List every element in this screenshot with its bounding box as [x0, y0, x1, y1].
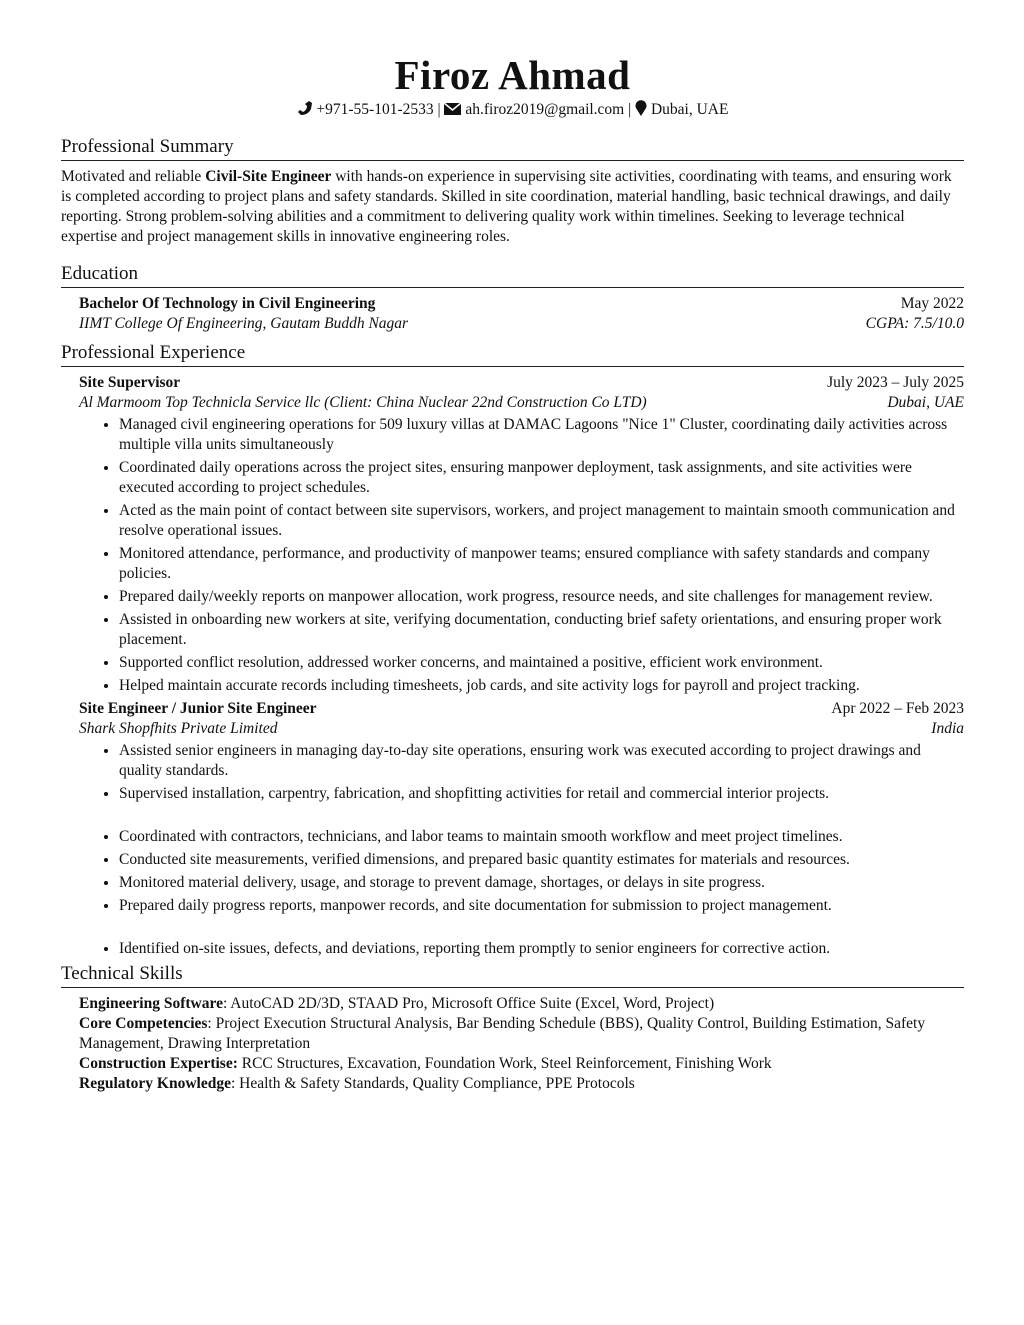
job-company: Shark Shopfhits Private Limited [79, 720, 278, 737]
skills-list [61, 994, 964, 1094]
skill-item [79, 1054, 964, 1074]
job-dates: July 2023 – July 2025 [827, 374, 964, 391]
job-bullet: • Assisted senior engineers in managing day-to-day site operations, ensuring work was executed according to project drawings and quality standards. [119, 741, 964, 781]
map-pin-icon [635, 100, 647, 116]
location: Dubai, UAE [650, 101, 729, 118]
skill-label: Engineering Software [79, 995, 223, 1012]
resume-page [61, 52, 964, 1094]
job-location: India [931, 720, 964, 737]
job-bullet: • Managed civil engineering operations for 509 luxury villas at DAMAC Lagoons "Nice 1" Cluster, coordinating daily activities across multiple villa units simultaneously [119, 415, 964, 455]
job-bullet: • Prepared daily/weekly reports on manpower allocation, work progress, resource needs, and site challenges for management review. [119, 587, 964, 607]
summary-text: Motivated and reliable Civil-Site Engineer with hands-on experience in supervising site activities, coordinating with teams, and ensuring work is completed according to project plans and safety standards. Skilled in site coordination, material handling, basic technical drawings, and daily reporting. Strong problem-solving abilities and a commitment to delivering quality work within timelines. Seeking to leverage technical expertise and project management skills in innovative engineering roles. [61, 168, 952, 245]
job-bullet: • Assisted in onboarding new workers at site, verifying documentation, conducting brief safety orientations, and ensuring proper work placement. [119, 610, 964, 650]
graduation-date: May 2022 [900, 295, 964, 312]
skill-label: Core Competencies [79, 1015, 208, 1032]
phone-icon [297, 100, 313, 116]
grade: CGPA: 7.5/10.0 [865, 315, 964, 332]
job-bullet: • Coordinated with contractors, technicians, and labor teams to maintain smooth workflow and meet project timelines. [119, 827, 964, 847]
job-bullet: • Supervised installation, carpentry, fabrication, and shopfitting activities for retail and commercial interior projects. [119, 784, 964, 804]
section-heading-experience: Professional Experience [61, 342, 964, 367]
skill-value: : Health & Safety Standards, Quality Compliance, PPE Protocols [230, 1075, 635, 1092]
job-location: Dubai, UAE [887, 394, 964, 411]
email[interactable]: ah.firoz2019@gmail.com [465, 101, 625, 118]
skill-value: : AutoCAD 2D/3D, STAAD Pro, Microsoft Office Suite (Excel, Word, Project) [222, 995, 715, 1012]
section-heading-skills: Technical Skills [61, 963, 964, 988]
job-dates: Apr 2022 – Feb 2023 [831, 700, 964, 717]
section-heading-education: Education [61, 263, 964, 288]
skill-item [79, 1014, 964, 1054]
skill-label: Construction Expertise: [79, 1055, 238, 1072]
job-bullet: • Prepared daily progress reports, manpower records, and site documentation for submission to project management. [119, 896, 964, 916]
job-entry [61, 373, 964, 696]
job-company: Al Marmoom Top Technicla Service llc (Client: China Nuclear 22nd Construction Co LTD) [79, 394, 647, 411]
skill-value: RCC Structures, Excavation, Foundation Work, Steel Reinforcement, Finishing Work [237, 1055, 772, 1072]
job-bullet: • Monitored attendance, performance, and productivity of manpower teams; ensured compliance with safety standards and company policies. [119, 544, 964, 584]
job-bullet: • Identified on-site issues, defects, and deviations, reporting them promptly to senior engineers for corrective action. [119, 939, 964, 959]
job-role: Site Supervisor [79, 374, 181, 391]
job-bullet: • Monitored material delivery, usage, and storage to prevent damage, shortages, or delays in site progress. [119, 873, 964, 893]
degree: Bachelor Of Technology in Civil Engineering [79, 295, 376, 312]
phone[interactable]: +971-55-101-2533 [316, 101, 434, 118]
section-heading-summary: Professional Summary [61, 136, 964, 161]
candidate-name: Firoz Ahmad [394, 52, 631, 98]
job-bullet: • Conducted site measurements, verified dimensions, and prepared basic quantity estimates for materials and resources. [119, 850, 964, 870]
job-bullet: • Supported conflict resolution, addressed worker concerns, and maintained a positive, efficient work environment. [119, 653, 964, 673]
job-bullet: • Coordinated daily operations across the project sites, ensuring manpower deployment, task assignments, and site activities were executed according to project schedules. [119, 458, 964, 498]
experience-list [61, 373, 964, 959]
skill-value: : Project Execution Structural Analysis, Bar Bending Schedule (BBS), Quality Control, Building Estimation, Safety Management, Drawing Interpretation [79, 1015, 926, 1052]
contact-line [61, 100, 964, 120]
job-role: Site Engineer / Junior Site Engineer [79, 700, 317, 717]
separator: | [437, 101, 441, 118]
separator: | [628, 101, 632, 118]
skill-item [79, 994, 964, 1014]
school: IIMT College Of Engineering, Gautam Buddh Nagar [79, 315, 409, 332]
job-bullet: • Helped maintain accurate records including timesheets, job cards, and site activity logs for payroll and project tracking. [119, 676, 964, 696]
envelope-icon [444, 102, 461, 116]
job-bullet: • Acted as the main point of contact between site supervisors, workers, and project management to maintain smooth communication and resolve operational issues. [119, 501, 964, 541]
skill-label: Regulatory Knowledge [79, 1075, 231, 1092]
education-entry [61, 294, 964, 334]
job-entry [61, 699, 964, 959]
skill-item [79, 1074, 964, 1094]
